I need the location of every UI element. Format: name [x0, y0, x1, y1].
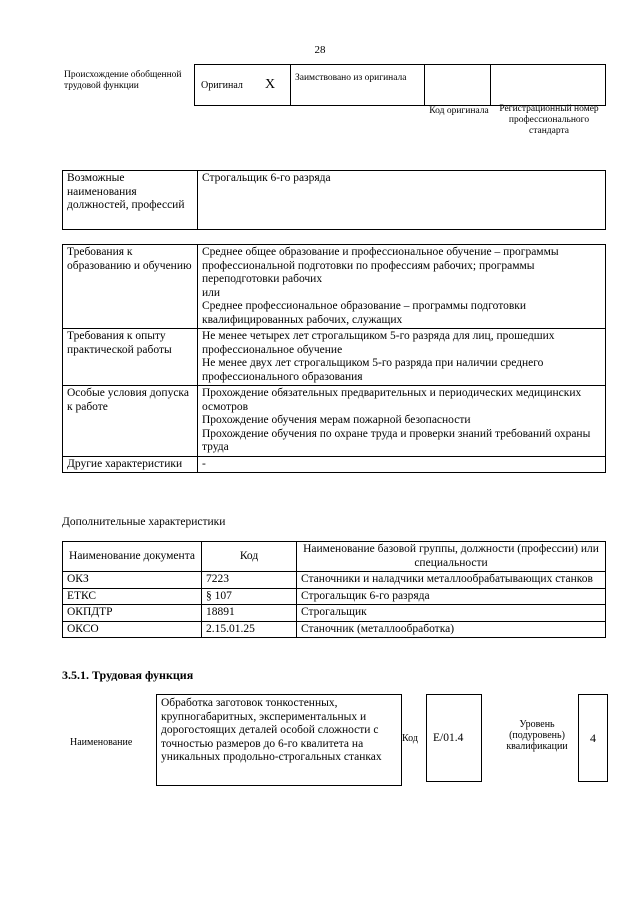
table-cell: ЕТКС	[63, 588, 202, 605]
qualification-box	[578, 694, 608, 782]
table-row	[63, 456, 606, 473]
additional-table	[62, 541, 606, 638]
original-mark: X	[265, 77, 276, 92]
table-row	[63, 572, 606, 589]
education-value	[198, 245, 606, 329]
function-name-label: Наименование	[70, 737, 133, 748]
header-document: Наименование документа	[63, 542, 202, 572]
education-line: или	[202, 286, 221, 299]
table-row	[63, 386, 606, 457]
education-label: Требования к образованию и обучению	[63, 245, 198, 329]
table-row	[63, 329, 606, 386]
education-line: Среднее общее образование и профессиональное обучение – программы профессиональной подготовки по профессиям рабочих; программы переподготовки рабочих	[202, 246, 559, 285]
positions-label: Возможные наименования должностей, профессий	[63, 171, 198, 230]
function-name-box: Обработка заготовок тонкостенных, крупногабаритных, экспериментальных и дорогостоящих деталей особой сложности с точностью размеров до 6-го квалитета на уникальных продольно-строгальных станках	[156, 694, 402, 786]
positions-table	[62, 170, 606, 230]
experience-value	[198, 329, 606, 386]
admission-label: Особые условия допуска к работе	[63, 386, 198, 457]
header-code: Код	[202, 542, 297, 572]
borrowed-cell	[291, 65, 425, 105]
experience-label: Требования к опыту практической работы	[63, 329, 198, 386]
table-cell: § 107	[202, 588, 297, 605]
registration-number-cell	[491, 65, 605, 105]
qualification-value: 4	[590, 731, 596, 745]
table-row	[63, 605, 606, 622]
additional-title: Дополнительные характеристики	[62, 516, 226, 528]
table-cell: ОКЗ	[63, 572, 202, 589]
registration-caption: Регистрационный номер профессионального стандарта	[499, 104, 599, 136]
table-cell: 2.15.01.25	[202, 621, 297, 638]
section-title: 3.5.1. Трудовая функция	[62, 668, 194, 682]
table-cell: 7223	[202, 572, 297, 589]
other-value: -	[198, 456, 606, 473]
education-line: Среднее профессиональное образование – программы подготовки квалифицированных рабочих, служащих	[202, 300, 527, 326]
admission-line: Прохождение обучения мерам пожарной безопасности	[202, 414, 471, 426]
positions-value: Строгальщик 6-го разряда	[198, 171, 606, 230]
table-row	[63, 245, 606, 329]
origin-box	[194, 64, 606, 106]
table-cell: Станочники и наладчики металлообрабатывающих станков	[297, 572, 606, 589]
table-cell: Строгальщик 6-го разряда	[297, 588, 606, 605]
page-number: 28	[314, 44, 326, 56]
table-cell: Станочник (металлообработка)	[297, 621, 606, 638]
code-caption: Код оригинала	[429, 106, 489, 116]
header-group: Наименование базовой группы, должности (профессии) или специальности	[297, 542, 606, 572]
other-label: Другие характеристики	[63, 456, 198, 473]
experience-line: Не менее четырех лет строгальщиком 5-го разряда для лиц, прошедших профессиональное обучение	[202, 330, 555, 356]
table-cell: 18891	[202, 605, 297, 622]
experience-line: Не менее двух лет строгальщиком 5-го разряда при наличии среднего профессионального образования	[202, 357, 544, 383]
borrowed-label: Заимствовано из оригинала	[295, 73, 407, 83]
table-row	[63, 588, 606, 605]
original-code-cell	[425, 65, 491, 105]
origin-label: Происхождение обобщенной трудовой функции	[64, 70, 182, 91]
qualification-label: Уровень (подуровень) квалификации	[506, 719, 568, 752]
table-cell: ОКПДТР	[63, 605, 202, 622]
table-row	[63, 542, 606, 572]
requirements-table	[62, 244, 606, 473]
function-code-value: E/01.4	[433, 732, 464, 744]
admission-line: Прохождение обучения по охране труда и проверки знаний требований охраны труда	[202, 427, 591, 453]
original-cell	[195, 65, 291, 105]
function-code-box	[426, 694, 482, 782]
table-cell: Строгальщик	[297, 605, 606, 622]
admission-line: Прохождение обязательных предварительных и периодических медицинских осмотров	[202, 387, 582, 413]
table-cell: ОКСО	[63, 621, 202, 638]
function-code-label: Код	[402, 733, 418, 744]
table-row	[63, 171, 606, 230]
table-row	[63, 621, 606, 638]
admission-value	[198, 386, 606, 457]
original-label: Оригинал	[201, 80, 243, 91]
